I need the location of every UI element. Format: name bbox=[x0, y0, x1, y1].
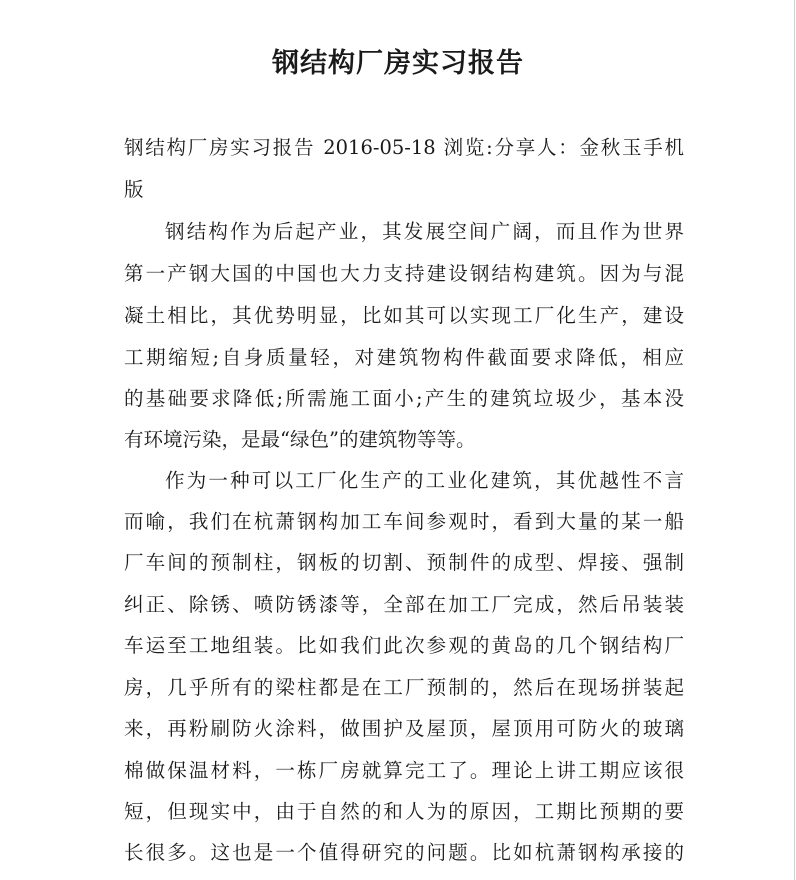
paragraph-line: 车运至工地组装。比如我们此次参观的黄岛的几个钢结构厂 bbox=[124, 634, 684, 657]
paragraph-line: 房，几乎所有的梁柱都是在工厂预制的，然后在现场拼装起 bbox=[124, 676, 684, 699]
paragraph-line: 工期缩短;自身质量轻，对建筑物构件截面要求降低，相应 bbox=[124, 346, 684, 369]
paragraph-line: 短，但现实中，由于自然的和人为的原因，工期比预期的要 bbox=[124, 800, 684, 823]
paragraph-line: 纠正、除锈、喷防锈漆等，全部在加工厂完成，然后吊装装 bbox=[124, 593, 684, 616]
paragraph-line: 来，再粉刷防火涂料，做围护及屋顶，屋顶用可防火的玻璃 bbox=[124, 717, 684, 740]
paragraph-line: 作为一种可以工厂化生产的工业化建筑，其优越性不言 bbox=[165, 469, 684, 492]
paragraph-line: 钢结构作为后起产业，其发展空间广阔，而且作为世界 bbox=[165, 220, 684, 243]
paragraph-line: 棉做保温材料，一栋厂房就算完工了。理论上讲工期应该很 bbox=[124, 759, 684, 782]
document-title: 钢结构厂房实习报告 bbox=[272, 48, 524, 79]
paragraph-line: 而喻，我们在杭萧钢构加工车间参观时，看到大量的某一船 bbox=[124, 510, 684, 533]
paragraph-line: 凝土相比，其优势明显，比如其可以实现工厂化生产，建设 bbox=[124, 304, 684, 327]
paragraph-line: 厂车间的预制柱，钢板的切割、预制件的成型、焊接、强制 bbox=[124, 551, 684, 574]
meta-line-cont: 版 bbox=[124, 178, 144, 201]
paragraph-line: 有环境污染，是最“绿色”的建筑物等等。 bbox=[124, 428, 476, 451]
paragraph-line: 的基础要求降低;所需施工面小;产生的建筑垃圾少，基本没 bbox=[124, 387, 684, 410]
paragraph-line: 长很多。这也是一个值得研究的问题。比如杭萧钢构承接的 bbox=[124, 841, 684, 864]
paragraph-line: 第一产钢大国的中国也大力支持建设钢结构建筑。因为与混 bbox=[124, 262, 684, 285]
meta-line: 钢结构厂房实习报告 2016-05-18 浏览:分享人：金秋玉手机 bbox=[124, 136, 684, 159]
